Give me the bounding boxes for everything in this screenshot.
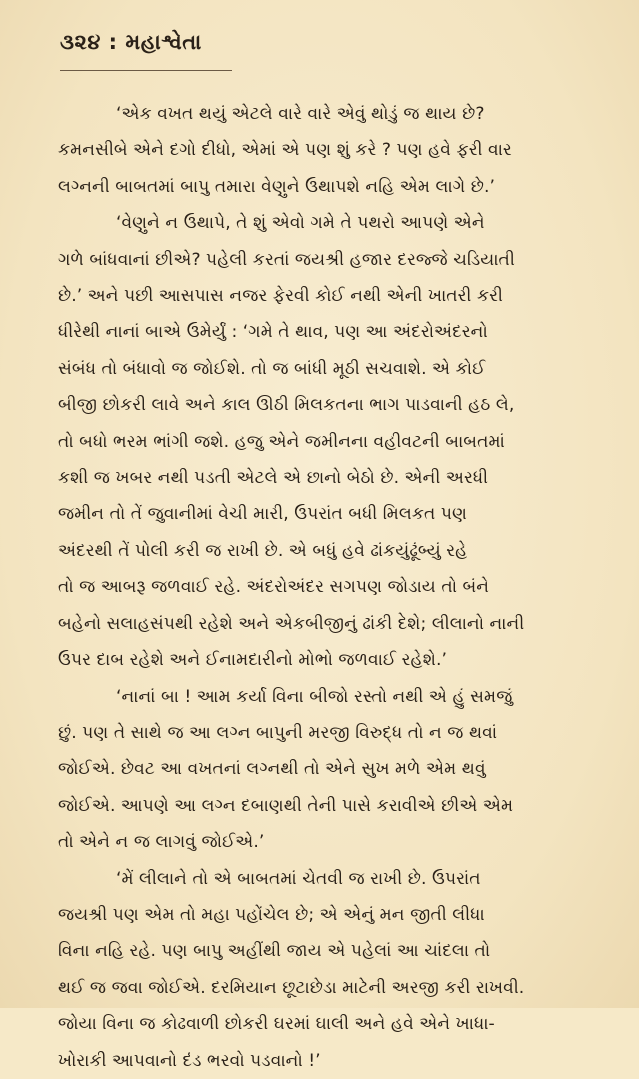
text-line: ખોરાકી આપવાનો દંડ ભરવો પડવાનો !’: [58, 1050, 321, 1071]
text-line: જોઈએ. આપણે આ લગ્ન દબાણથી તેની પાસે કરાવીએ છીએ એમ: [58, 795, 514, 816]
text-line: તો જ આબરૂ જળવાઈ રહે. અંદરોઅંદર સગપણ જોડાય તો બંને: [58, 577, 490, 598]
text-line: જોઈએ. છેવટ આ વખતનાં લગ્નથી તો એને સુખ મળે એમ થવું: [58, 759, 486, 780]
text-line: બહેનો સલાહસંપથી રહેશે અને એકબીજીનું ઢાંકી દેશે; લીલાનો નાની: [58, 613, 525, 634]
text-line: સંબંધ તો બંધાવો જ જોઈશે. તો જ બાંધી મૂઠી સચવાશે. એ કોઈ: [58, 358, 486, 379]
text-line: ‘વેણુને ન ઉથાપે, તે શું એવો ગમે તે પથરો આપણે એને: [116, 213, 485, 234]
text-line: જમીન તો તેં જુવાનીમાં વેચી મારી, ઉપરાંત બધી મિલકત પણ: [58, 504, 467, 525]
text-line: જયશ્રી પણ એમ તો મહા પહોંચેલ છે; એ એનું મન જીતી લીધા: [58, 904, 485, 925]
paragraph: [58, 679, 604, 861]
text-line: બીજી છોકરી લાવે અને કાલ ઊઠી મિલકતના ભાગ પાડવાની હઠ લે,: [58, 395, 515, 416]
text-line: ‘એક વખત થયું એટલે વારે વારે એવું થોડું જ થાય છે?: [116, 104, 485, 124]
paragraph: [58, 205, 604, 678]
chapter-title: મહાશ્વેતા: [125, 30, 202, 54]
text-line: છે.’ અને પછી આસપાસ નજર ફેરવી કોઈ નથી એની ખાતરી કરી: [58, 286, 503, 307]
text-line: તો એને ન જ લાગવું જોઈએ.’: [58, 832, 265, 853]
paragraph: [58, 861, 604, 1079]
text-line: અંદરથી તેં પોલી કરી જ રાખી છે. એ બધું હવે ઢાંકયુંઢૂંબ્યું રહે: [58, 540, 468, 561]
text-line: થઈ જ જવા જોઈએ. દરમિયાન છૂટાછેડા માટેની અરજી કરી રાખવી.: [58, 977, 525, 998]
text-line: છું. પણ તે સાથે જ આ લગ્ન બાપુની મરજી વિરુદ્ધ તો ન જ થવાં: [58, 722, 498, 743]
text-line: ધીરેથી નાનાં બાએ ઉમેર્યું : ‘ગમે તે થાવ, પણ આ અંદરોઅંદરનો: [58, 322, 488, 343]
running-header: [60, 30, 202, 55]
text-line: લગ્નની બાબતમાં બાપુ તમારા વેણુને ઉથાપશે નહિ એમ લાગે છે.’: [58, 176, 495, 197]
text-line: ઉપર દાબ રહેશે અને ઈનામદારીનો મોભો જળવાઈ રહેશે.’: [58, 650, 447, 671]
paragraph: [58, 96, 604, 205]
text-line: વિના નહિ રહે. પણ બાપુ અહીંથી જાય એ પહેલાં આ ચાંદલા તો: [58, 941, 491, 962]
text-line: જોયા વિના જ કોઢવાળી છોકરી ઘરમાં ઘાલી અને હવે એને ખાધા-: [58, 1014, 495, 1035]
header-underline: [60, 70, 232, 71]
page-number: ૩૨૪: [60, 30, 101, 54]
text-line: ગળે બાંધવાનાં છીએ? પહેલી કરતાં જયશ્રી હજાર દરજ્જે ચડિયાતી: [58, 249, 515, 270]
text-line: કશી જ ખબર નથી પડતી એટલે એ છાનો બેઠો છે. એની અરધી: [58, 468, 489, 489]
header-separator: :: [108, 30, 118, 54]
text-line: ‘નાનાં બા ! આમ કર્યા વિના બીજો રસ્તો નથી એ હું સમજું: [116, 686, 513, 707]
text-line: તો બધો ભરમ ભાંગી જશે. હજુ એને જમીનના વહીવટની બાબતમાં: [58, 431, 505, 452]
text-line: ‘મેં લીલાને તો એ બાબતમાં ચેતવી જ રાખી છે. ઉપરાંત: [116, 868, 481, 889]
text-line: કમનસીબે એને દગો દીધો, એમાં એ પણ શું કરે ? પણ હવે ફરી વાર: [58, 140, 512, 161]
body-text: [58, 96, 604, 1079]
